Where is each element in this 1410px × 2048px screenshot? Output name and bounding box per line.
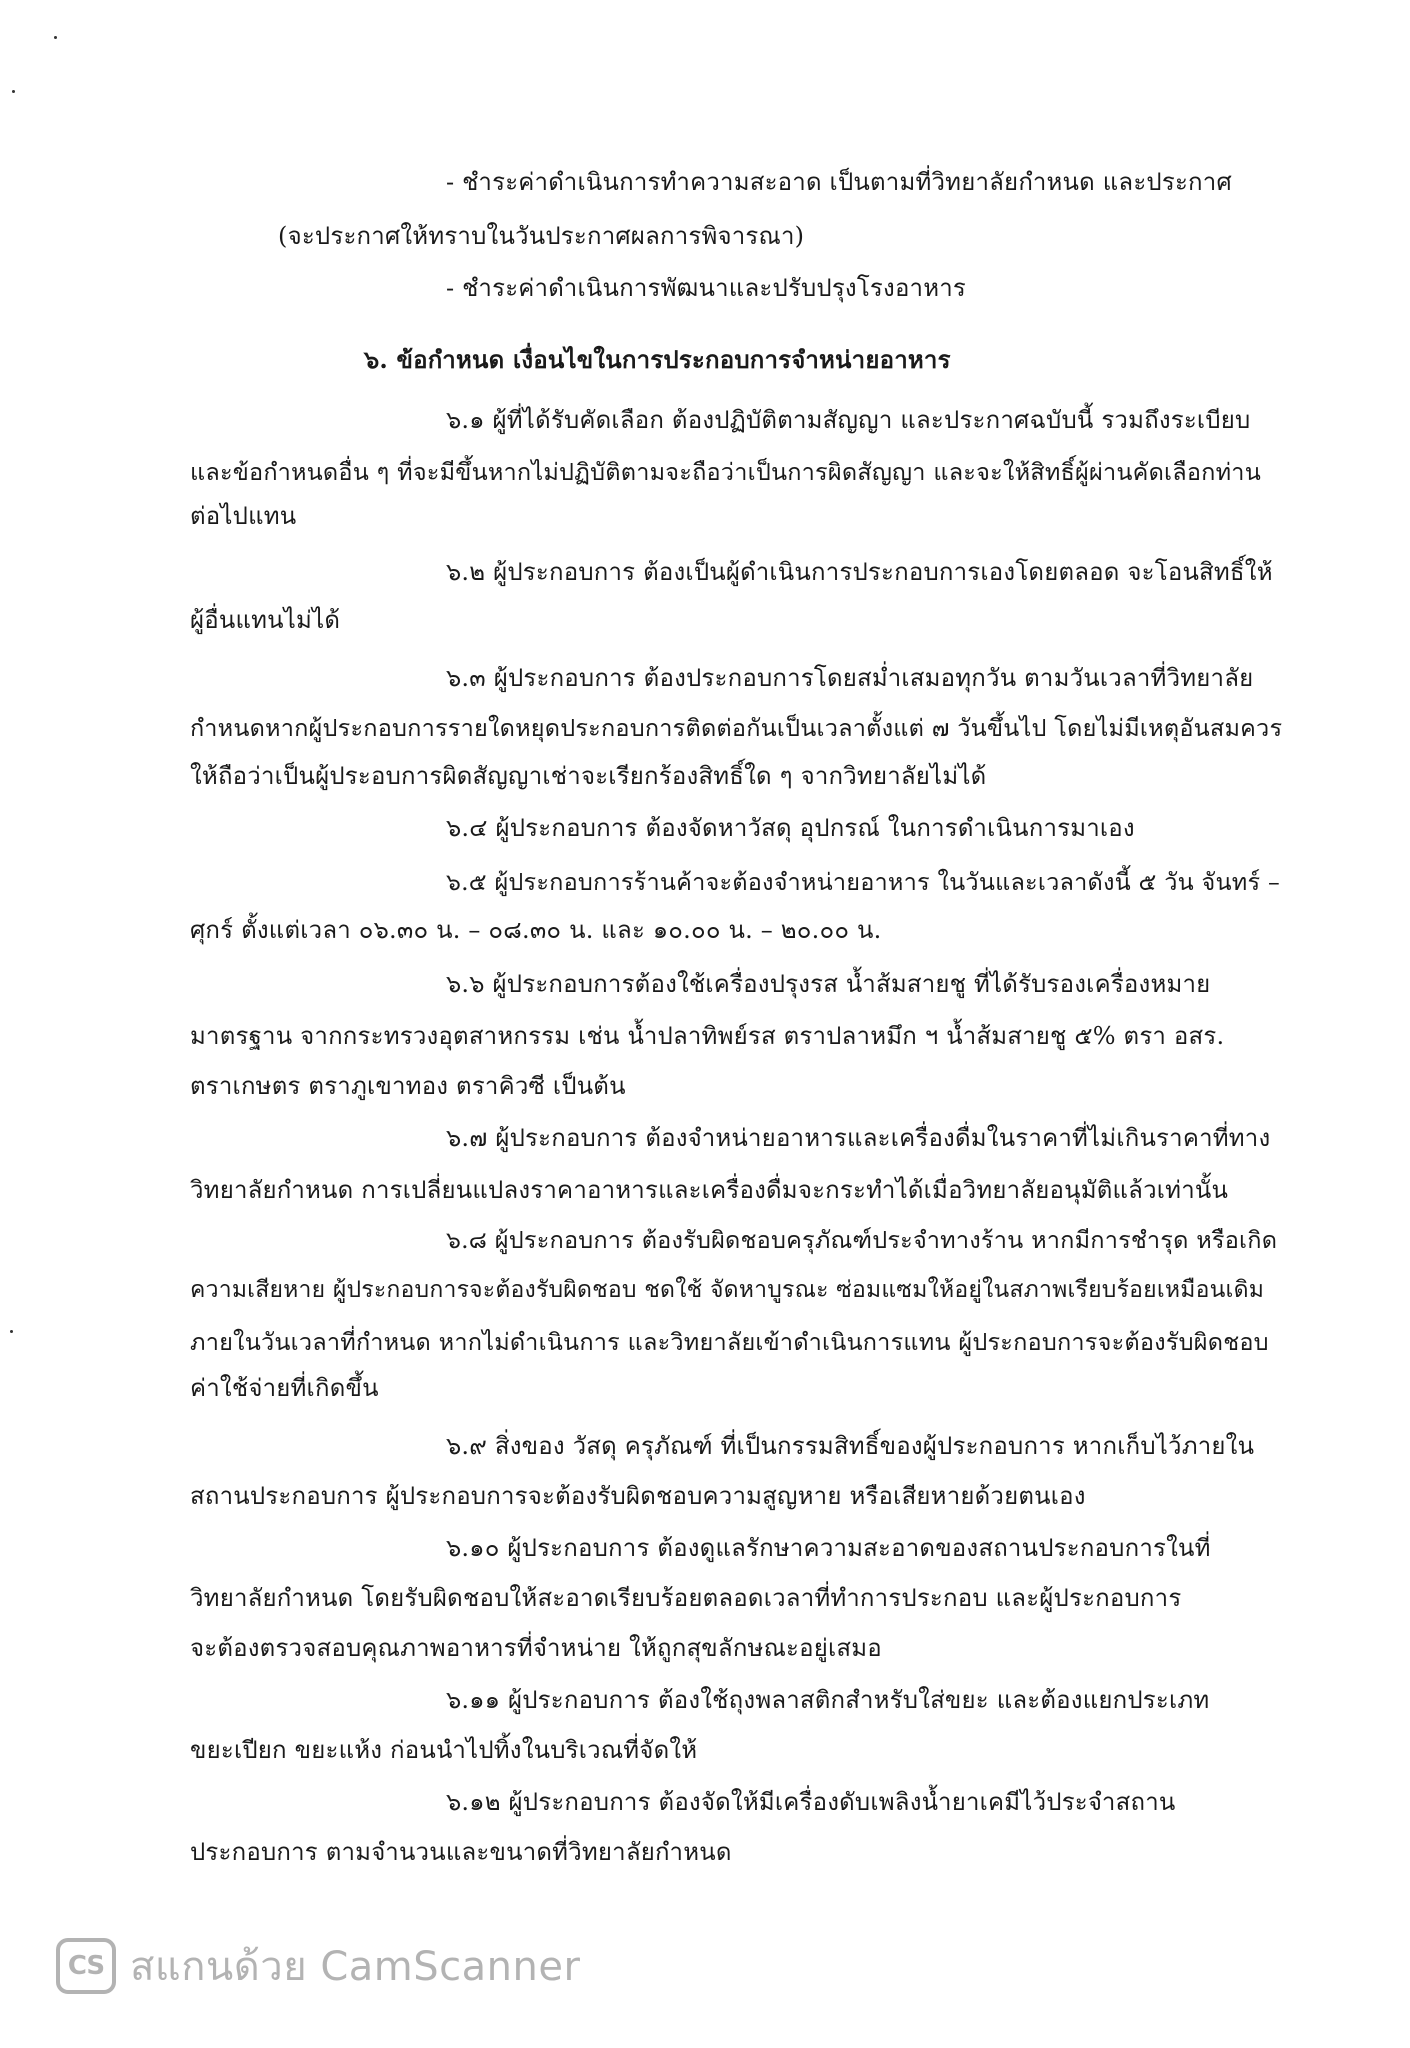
text-line: ๖.๑๑ ผู้ประกอบการ ต้องใช้ถุงพลาสติกสำหรับใส่ขยะ และต้องแยกประเภท (446, 1686, 1210, 1714)
text-line: มาตรฐาน จากกระทรวงอุตสาหกรรม เช่น น้ำปลาทิพย์รส ตราปลาหมึก ฯ น้ำส้มสายชู ๕% ตรา อสร. (190, 1022, 1225, 1050)
text-line: (จะประกาศให้ทราบในวันประกาศผลการพิจารณา) (278, 222, 805, 250)
text-line: ให้ถือว่าเป็นผู้ประอบการผิดสัญญาเช่าจะเรียกร้องสิทธิ์ใด ๆ จากวิทยาลัยไม่ได้ (190, 762, 987, 790)
text-line: จะต้องตรวจสอบคุณภาพอาหารที่จำหน่าย ให้ถูกสุขลักษณะอยู่เสมอ (190, 1634, 882, 1662)
scan-speck (10, 1330, 13, 1333)
text-line: ๖.๑ ผู้ที่ได้รับคัดเลือก ต้องปฏิบัติตามสัญญา และประกาศฉบับนี้ รวมถึงระเบียบ (446, 406, 1251, 434)
scan-speck (12, 90, 15, 93)
text-line: ศุกร์ ตั้งแต่เวลา ๐๖.๓๐ น. – ๐๘.๓๐ น. และ ๑๐.๐๐ น. – ๒๐.๐๐ น. (190, 916, 882, 944)
text-line: วิทยาลัยกำหนด โดยรับผิดชอบให้สะอาดเรียบร้อยตลอดเวลาที่ทำการประกอบ และผู้ประกอบการ (190, 1584, 1182, 1612)
text-line: ความเสียหาย ผู้ประกอบการจะต้องรับผิดชอบ ชดใช้ จัดหาบูรณะ ซ่อมแซมให้อยู่ในสภาพเรียบร้อยเหมือนเดิม (190, 1277, 1265, 1303)
text-line: ประกอบการ ตามจำนวนและขนาดที่วิทยาลัยกำหนด (190, 1838, 732, 1866)
text-line: - ชำระค่าดำเนินการทำความสะอาด เป็นตามที่วิทยาลัยกำหนด และประกาศ (446, 168, 1232, 196)
text-line: ๖.๖ ผู้ประกอบการต้องใช้เครื่องปรุงรส น้ำส้มสายชู ที่ได้รับรองเครื่องหมาย (446, 970, 1211, 998)
text-line: ๖.๗ ผู้ประกอบการ ต้องจำหน่ายอาหารและเครื่องดื่มในราคาที่ไม่เกินราคาที่ทาง (446, 1124, 1271, 1152)
camscanner-logo-icon: CS (56, 1938, 116, 1994)
camscanner-watermark (56, 1934, 580, 1998)
text-line: ต่อไปแทน (190, 502, 297, 530)
watermark-text: สแกนด้วย CamScanner (130, 1944, 581, 1990)
text-line: ตราเกษตร ตราภูเขาทอง ตราคิวซี เป็นต้น (190, 1072, 626, 1100)
text-line: ๖.๒ ผู้ประกอบการ ต้องเป็นผู้ดำเนินการประกอบการเองโดยตลอด จะโอนสิทธิ์ให้ (446, 558, 1273, 586)
text-line: ๖.๔ ผู้ประกอบการ ต้องจัดหาวัสดุ อุปกรณ์ ในการดำเนินการมาเอง (446, 814, 1135, 842)
text-line: สถานประกอบการ ผู้ประกอบการจะต้องรับผิดชอบความสูญหาย หรือเสียหายด้วยตนเอง (190, 1482, 1086, 1510)
text-line: ๖.๙ สิ่งของ วัสดุ ครุภัณฑ์ ที่เป็นกรรมสิทธิ์ของผู้ประกอบการ หากเก็บไว้ภายใน (446, 1432, 1255, 1460)
text-line: กำหนดหากผู้ประกอบการรายใดหยุดประกอบการติดต่อกันเป็นเวลาตั้งแต่ ๗ วันขึ้นไป โดยไม่มีเหตุอันสมควร (190, 714, 1283, 742)
scan-speck (54, 36, 57, 39)
text-line: ๖.๓ ผู้ประกอบการ ต้องประกอบการโดยสม่ำเสมอทุกวัน ตามวันเวลาที่วิทยาลัย (446, 664, 1254, 692)
text-line: ๖.๕ ผู้ประกอบการร้านค้าจะต้องจำหน่ายอาหาร ในวันและเวลาดังนี้ ๕ วัน จันทร์ – (446, 868, 1280, 896)
text-line: ขยะเปียก ขยะแห้ง ก่อนนำไปทิ้งในบริเวณที่จัดให้ (190, 1736, 698, 1764)
text-line: ๖.๑๐ ผู้ประกอบการ ต้องดูแลรักษาความสะอาดของสถานประกอบการในที่ (446, 1534, 1211, 1562)
text-line: ผู้อื่นแทนไม่ได้ (190, 606, 341, 634)
text-line: วิทยาลัยกำหนด การเปลี่ยนแปลงราคาอาหารและเครื่องดื่มจะกระทำได้เมื่อวิทยาลัยอนุมัติแล้วเท่านั้น (190, 1176, 1229, 1204)
section-heading: ๖. ข้อกำหนด เงื่อนไขในการประกอบการจำหน่ายอาหาร (364, 345, 951, 374)
text-line: ๖.๘ ผู้ประกอบการ ต้องรับผิดชอบครุภัณฑ์ประจำทางร้าน หากมีการชำรุด หรือเกิด (446, 1226, 1278, 1254)
text-line: ๖.๑๒ ผู้ประกอบการ ต้องจัดให้มีเครื่องดับเพลิงน้ำยาเคมีไว้ประจำสถาน (446, 1788, 1176, 1816)
text-line: ภายในวันเวลาที่กำหนด หากไม่ดำเนินการ และวิทยาลัยเข้าดำเนินการแทน ผู้ประกอบการจะต้องรับผิดชอบ (190, 1328, 1269, 1356)
text-line: - ชำระค่าดำเนินการพัฒนาและปรับปรุงโรงอาหาร (446, 274, 967, 302)
text-line: ค่าใช้จ่ายที่เกิดขึ้น (190, 1374, 379, 1402)
text-line: และข้อกำหนดอื่น ๆ ที่จะมีขึ้นหากไม่ปฏิบัติตามจะถือว่าเป็นการผิดสัญญา และจะให้สิทธิ์ผู้ผ่านคัดเลือกท่าน (190, 458, 1261, 486)
